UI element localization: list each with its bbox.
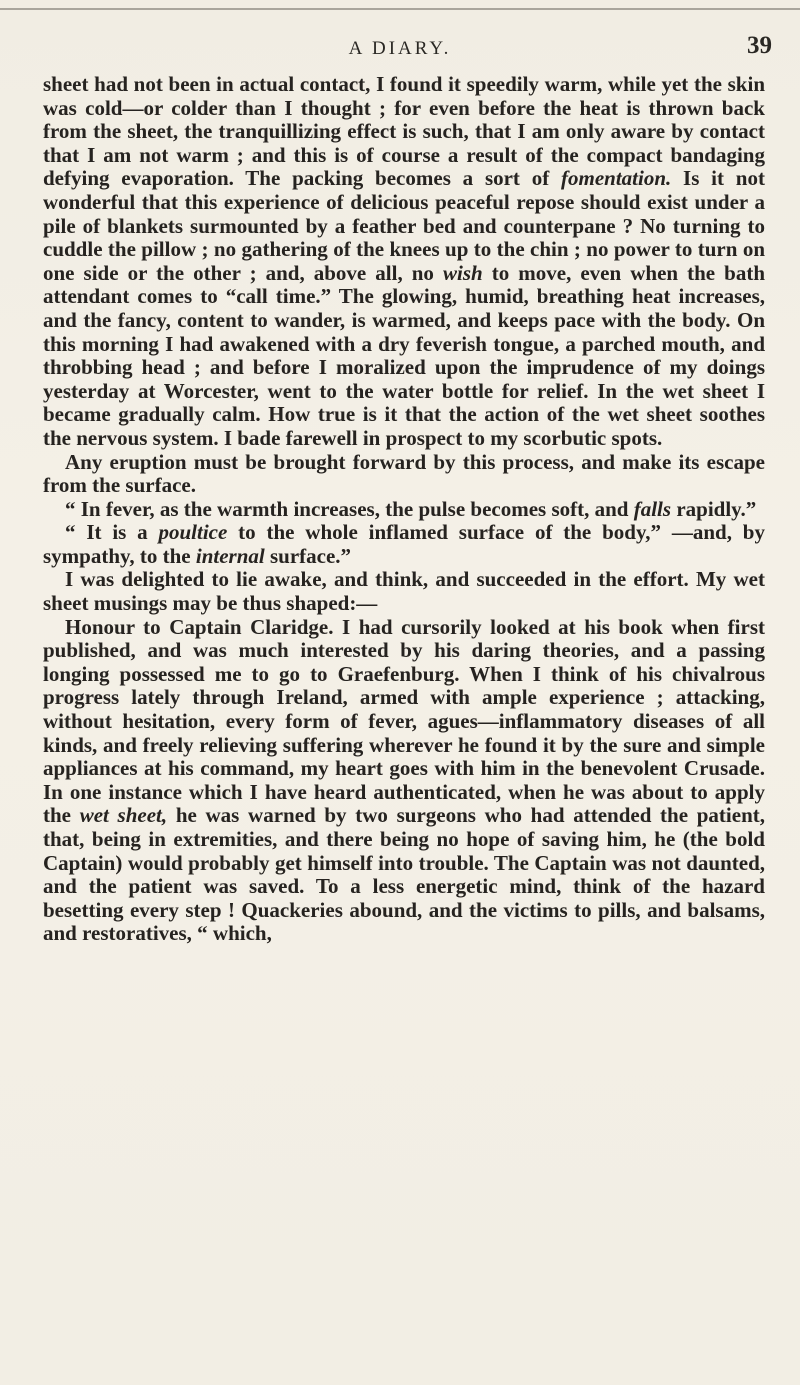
- paragraph-1-text-c: Is it not wonderful that this experience of delicious peaceful repose should exist under a pile of blankets surmounted by a feather bed and counterpane ? No turning to cuddle the pillow ; no gathering of the knees up to the chin ; no power to turn on one side or the other ; and, above all, no: [43, 166, 765, 285]
- paragraph-1-italic-fomentation: fomentation.: [561, 166, 672, 191]
- paragraph-1: [43, 73, 765, 451]
- paragraph-4-text-e: surface.”: [264, 543, 352, 568]
- paragraph-1-italic-wish: wish: [442, 260, 483, 285]
- paragraph-6: [43, 616, 765, 946]
- paragraph-4-italic-poultice: poultice: [158, 520, 228, 545]
- paragraph-6-text-c: he was warned by two surgeons who had attended the patient, that, being in extremities, and there being no hope of saving him, he (the bold Captain) would probably get himself into trouble. The Captain was not daunted, and the patient was saved. To a less energetic mind, think of the hazard besetting every step ! Quackeries abound, and the victims to pills, and balsams, and restoratives, “ which,: [43, 803, 765, 946]
- paragraph-4-text-c: to the whole inflamed surface of the body,” —and, by sympathy, to the: [43, 520, 765, 568]
- paragraph-5: I was delighted to lie awake, and think, and succeeded in the effort. My wet sheet musings may be thus shaped:—: [43, 567, 765, 616]
- paragraph-3-text-c: rapidly.”: [671, 496, 757, 521]
- body-text: [43, 73, 765, 946]
- paragraph-4-italic-internal: internal: [195, 543, 265, 568]
- paragraph-1-text-a: sheet had not been in actual contact, I found it speedily warm, while yet the skin was cold—or colder than I thought ; for even before the heat is thrown back from the sheet, the tranquillizing effect is such, that I am only aware by contact that I am not warm ; and this is of course a result of the compact bandaging defying evaporation. The packing becomes a sort of: [43, 72, 765, 191]
- paragraph-6-text-a: Honour to Captain Claridge. I had cursorily looked at his book when first published, and was much interested by his daring theories, and a passing longing possessed me to go to Graefenburg. When I think of his chivalrous progress lately through Ireland, armed with ample experience ; attacking, without hesitation, every form of fever, agues—inflammatory diseases of all kinds, and freely relieving suffering wherever he found it by the sure and simple appliances at his command, my heart goes with him in the benevolent Crusade. In one instance which I have heard authenticated, when he was about to apply the: [43, 614, 765, 828]
- paragraph-6-italic-wet-sheet: wet sheet,: [79, 803, 168, 828]
- paragraph-3: [43, 498, 765, 522]
- top-rule: [0, 8, 800, 10]
- running-title: A DIARY.: [348, 38, 452, 59]
- paragraph-4-text-a: “ It is a: [65, 520, 159, 545]
- paragraph-3-text-a: “ In fever, as the warmth increases, the pulse becomes soft, and: [65, 496, 634, 521]
- paragraph-2: Any eruption must be brought forward by this process, and make its escape from the surface.: [43, 449, 765, 498]
- paragraph-3-italic-falls: falls: [633, 496, 672, 521]
- page-number: 39: [747, 32, 772, 59]
- running-head: [0, 30, 800, 70]
- paragraph-4: [43, 521, 765, 568]
- paragraph-1-text-e: to move, even when the bath attendant comes to “call time.” The glowing, humid, breathing heat increases, and the fancy, content to wander, is warmed, and keeps pace with the body. On this morning I had awakened with a dry feverish tongue, a parched mouth, and throbbing head ; and before I moralized upon the imprudence of my doings yesterday at Worcester, went to the water bottle for relief. In the wet sheet I became gradually calm. How true is it that the action of the wet sheet soothes the nervous system. I bade farewell in prospect to my scorbutic spots.: [43, 260, 765, 450]
